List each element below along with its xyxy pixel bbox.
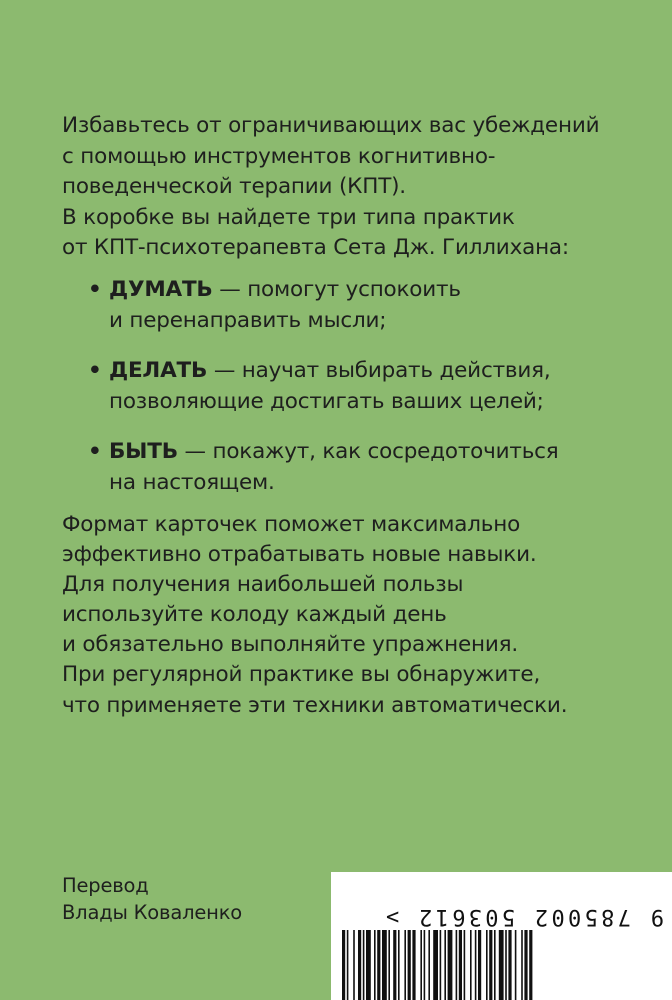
- barcode-bar: [475, 930, 477, 1000]
- practice-description-continued: позволяющие достигать ваших целей;: [109, 388, 544, 414]
- practice-term: ДУМАТЬ: [109, 277, 213, 302]
- bullet-dot: •: [88, 358, 102, 384]
- barcode-bar: [408, 930, 411, 1000]
- outro-line: что применяете эти техники автоматически.: [62, 692, 568, 718]
- barcode-bar: [363, 930, 365, 1000]
- barcode-bar: [433, 930, 438, 1000]
- translator-name: Влады Коваленко: [62, 901, 243, 924]
- practice-term: ДЕЛАТЬ: [109, 358, 208, 384]
- practice-description-continued: и перенаправить мысли;: [109, 307, 387, 333]
- barcode-bar: [505, 930, 507, 1000]
- barcode-bar: [499, 930, 504, 1000]
- barcode-bar: [382, 930, 387, 1000]
- bullet-dot: •: [88, 439, 102, 465]
- barcode-bar: [478, 930, 481, 1000]
- practice-item-do: [88, 356, 648, 417]
- barcode-bar: [489, 930, 492, 1000]
- barcode-bar: [508, 930, 511, 1000]
- practice-item-be: [88, 437, 648, 498]
- outro-line: При регулярной практике вы обнаружите,: [62, 662, 541, 688]
- intro-line: В коробке вы найдете три типа практик: [62, 204, 515, 230]
- outro-line: эффективно отрабатывать новые навыки.: [62, 542, 537, 568]
- isbn-digits: 9 785002 503612 >: [382, 904, 664, 929]
- barcode-bar: [444, 930, 446, 1000]
- barcode-bar: [486, 930, 488, 1000]
- barcode-bar: [459, 930, 462, 1000]
- practice-term: БЫТЬ: [109, 439, 178, 465]
- barcode-bar: [374, 930, 376, 1000]
- outro-line: и обязательно выполняйте упражнения.: [62, 632, 518, 658]
- outro-paragraph: [62, 510, 652, 721]
- barcode-bar: [470, 930, 472, 1000]
- barcode-bar: [529, 930, 532, 1000]
- outro-line: Формат карточек поможет максимально: [62, 512, 521, 537]
- barcode-bar: [494, 930, 496, 1000]
- barcode-icon: [340, 930, 670, 1000]
- outro-line: используйте колоду каждый день: [62, 602, 447, 628]
- barcode-bar: [366, 930, 371, 1000]
- barcode-bar: [420, 930, 422, 1000]
- intro-line: Избавьтесь от ограничивающих вас убеждений: [62, 113, 600, 138]
- barcode-bar: [524, 930, 527, 1000]
- barcode-bar: [448, 930, 453, 1000]
- barcode-bar: [412, 930, 415, 1000]
- practice-description: — научат выбирать действия,: [207, 358, 551, 384]
- barcode-bar: [428, 930, 430, 1000]
- barcode-bar: [347, 930, 349, 1000]
- barcode-bar: [424, 930, 426, 1000]
- barcode-bar: [521, 930, 523, 1000]
- barcode-bar: [393, 930, 396, 1000]
- intro-paragraph: [62, 111, 652, 264]
- barcode-bar: [358, 930, 361, 1000]
- barcode-bar: [342, 930, 345, 1000]
- intro-line: с помощью инструментов когнитивно-: [62, 143, 496, 169]
- practice-description: — помогут успокоить: [212, 277, 461, 302]
- practice-description: — покажут, как сосредоточиться: [177, 439, 559, 465]
- translator-credit: [62, 872, 242, 926]
- intro-line: поведенческой терапии (КПТ).: [62, 174, 406, 200]
- translator-label: Перевод: [62, 874, 149, 897]
- intro-line: от КПТ-психотерапевта Сета Дж. Гиллихана:: [62, 235, 569, 261]
- barcode-bar: [398, 930, 400, 1000]
- barcode-bar: [440, 930, 442, 1000]
- practice-description-continued: на настоящем.: [109, 469, 275, 495]
- barcode-bar: [353, 930, 355, 1000]
- barcode-bar: [515, 930, 517, 1000]
- practice-list: [88, 275, 648, 519]
- practice-item-think: [88, 275, 648, 336]
- outro-line: Для получения наибольшей пользы: [62, 572, 464, 598]
- barcode-bar: [404, 930, 406, 1000]
- barcode-bar: [377, 930, 380, 1000]
- barcode-bar: [464, 930, 466, 1000]
- barcode-bar: [388, 930, 390, 1000]
- bullet-dot: •: [88, 277, 102, 302]
- barcode-bar: [456, 930, 458, 1000]
